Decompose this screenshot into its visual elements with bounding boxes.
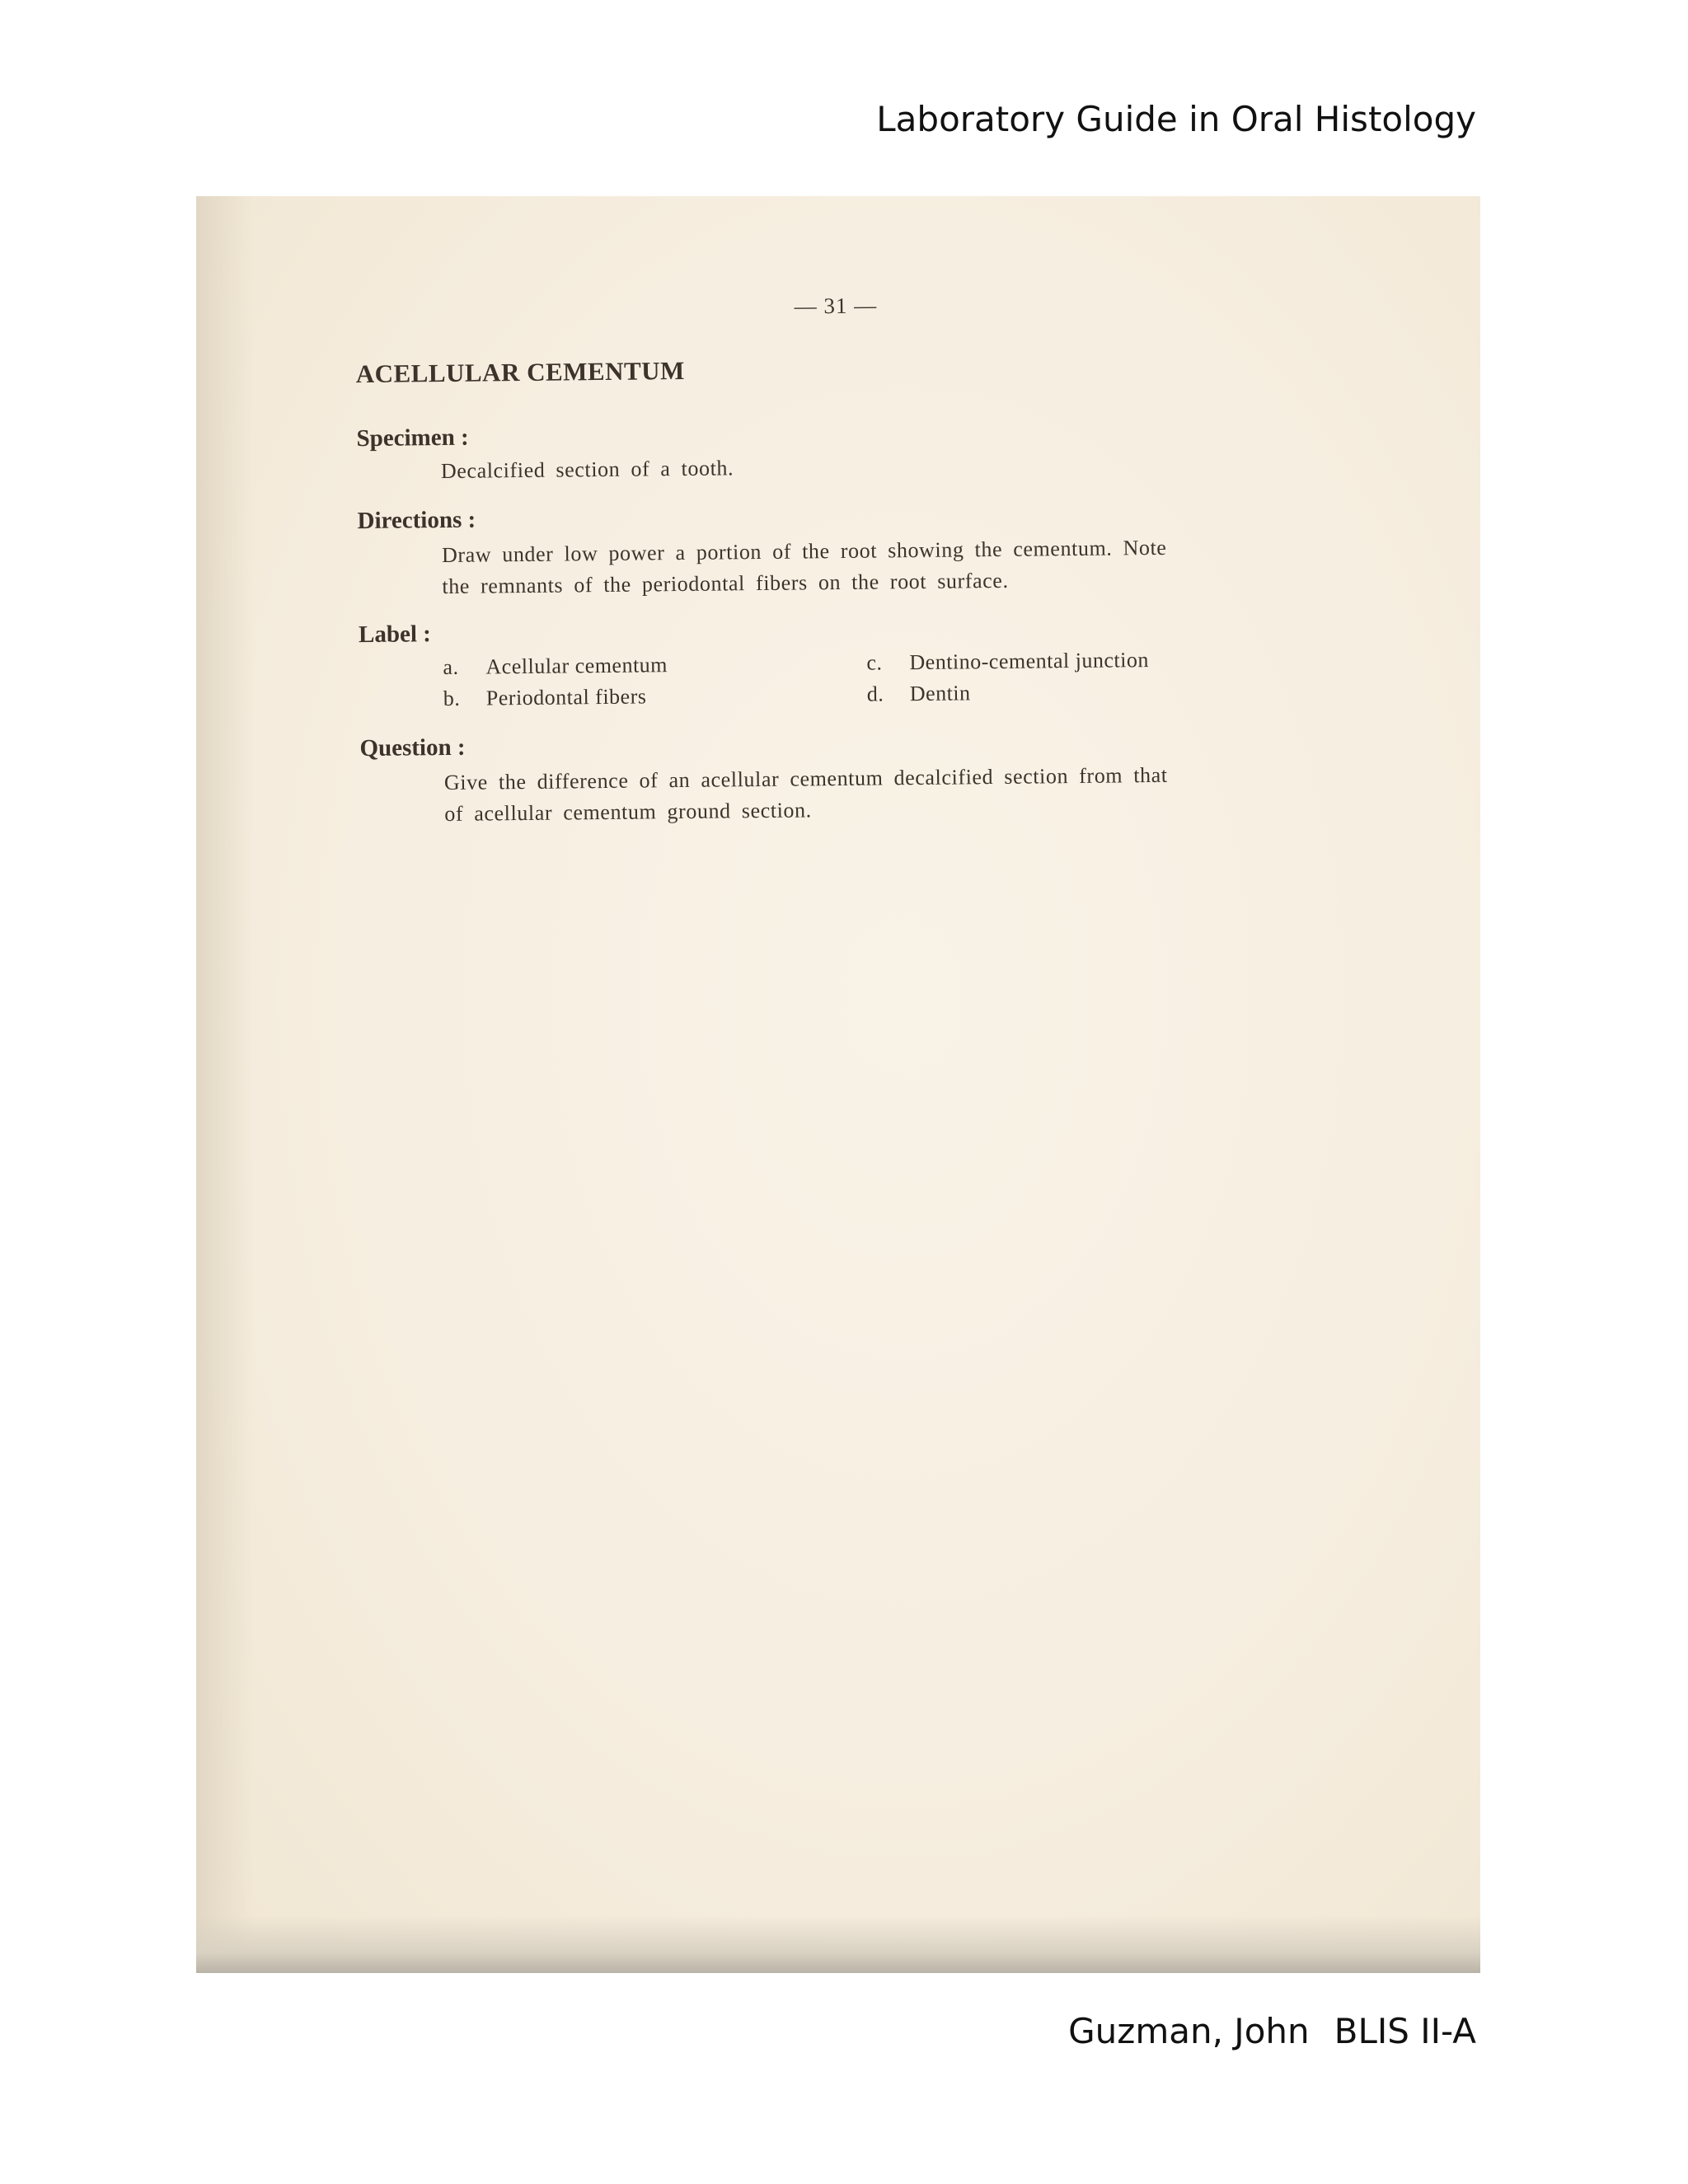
scanned-page (196, 196, 1480, 1973)
page-number: — 31 — (794, 293, 878, 319)
specimen-text: Decalcified section of a tooth. (440, 456, 734, 484)
question-line: of acellular cementum ground section. (444, 798, 812, 827)
running-footer (1068, 2011, 1476, 2051)
label-item (443, 684, 647, 711)
label-item (867, 681, 971, 706)
specimen-heading: Specimen : (356, 424, 469, 452)
scanned-page-text (196, 196, 1480, 1973)
running-header: Laboratory Guide in Oral Histology (876, 99, 1476, 139)
label-item-letter: b. (443, 686, 461, 711)
class-section: BLIS II-A (1334, 2011, 1476, 2051)
label-heading: Label : (358, 621, 431, 649)
directions-heading: Directions : (357, 506, 476, 535)
label-item-text: Periodontal fibers (485, 684, 647, 710)
label-item (443, 653, 668, 680)
question-line: Give the difference of an acellular cementum decalcified section from that (443, 762, 1168, 795)
label-item-text: Acellular cementum (485, 653, 668, 679)
question-heading: Question : (359, 733, 466, 762)
section-title: ACELLULAR CEMENTUM (355, 355, 685, 389)
label-item-text: Dentin (909, 681, 971, 706)
label-item-letter: c. (866, 650, 883, 675)
label-item-letter: d. (866, 682, 884, 706)
label-item-letter: a. (443, 654, 459, 680)
directions-line: Draw under low power a portion of the root showing the cementum. Note (441, 535, 1167, 568)
label-item-text: Dentino-cemental junction (909, 648, 1150, 675)
author-name: Guzman, John (1068, 2011, 1310, 2051)
label-item (866, 648, 1149, 676)
directions-line: the remnants of the periodontal fibers on the root surface. (442, 568, 1009, 599)
